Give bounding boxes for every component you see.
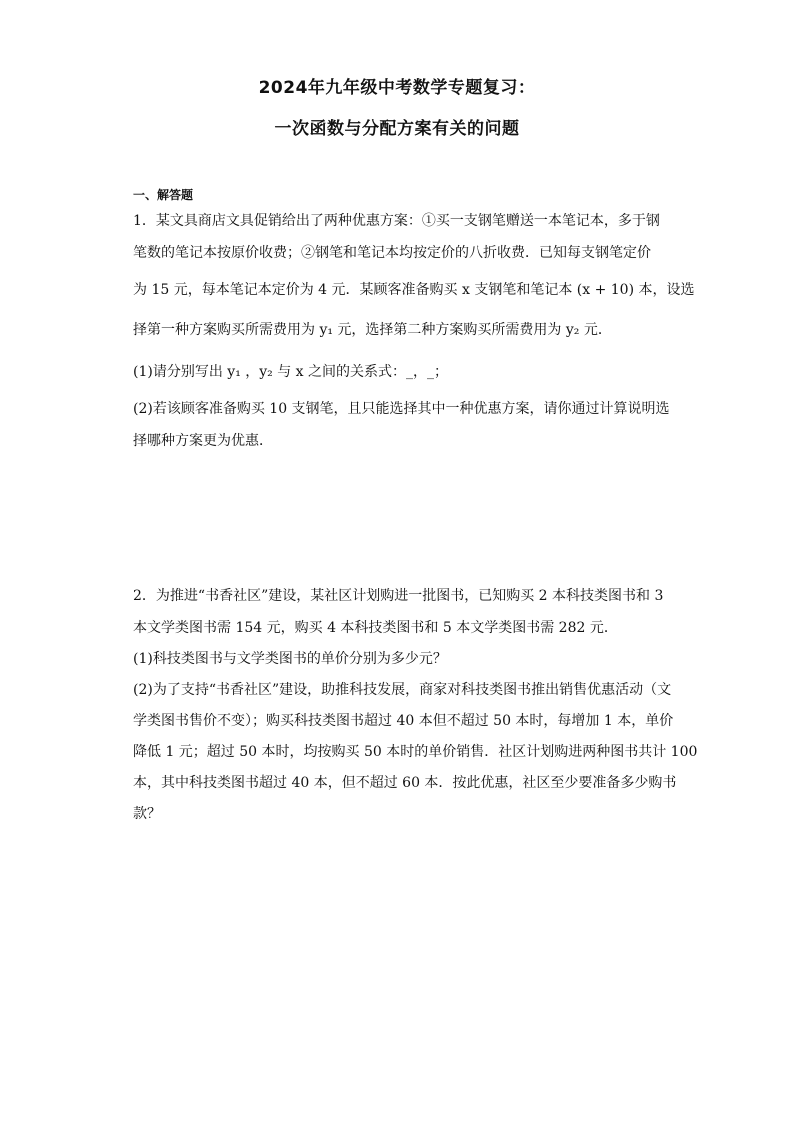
- q2-line: 本文学类图书需 154 元，购买 4 本科技类图书和 5 本文学类图书需 282 元．: [133, 620, 618, 636]
- q2-subquestion-1: (1)科技类图书与文学类图书的单价分别为多少元？: [133, 651, 447, 667]
- title-line-1: 2024年九年级中考数学专题复习：: [258, 78, 536, 98]
- q2-line: 款？: [133, 806, 161, 822]
- q1-line: 笔数的笔记本按原价收费；②钢笔和笔记本均按定价的八折收费．已知每支钢笔定价: [133, 245, 651, 261]
- q1-subquestion-1: (1)请分别写出 y₁ ，y₂ 与 x 之间的关系式：_，_；: [133, 364, 449, 380]
- q1-line: 1．某文具商店文具促销给出了两种优惠方案：①买一支钢笔赠送一本笔记本，多于钢: [133, 213, 660, 229]
- q1-subquestion-2: (2)若该顾客准备购买 10 支钢笔，且只能选择其中一种优惠方案，请你通过计算说明选: [133, 401, 670, 417]
- q1-line: 择第一种方案购买所需费用为 y₁ 元，选择第二种方案购买所需费用为 y₂ 元．: [133, 322, 612, 338]
- title-line-2: 一次函数与分配方案有关的问题: [274, 119, 520, 139]
- q2-line: 本，其中科技类图书超过 40 本，但不超过 60 本．按此优惠，社区至少要准备多少购书: [133, 775, 677, 791]
- q2-line: 学类图书售价不变）；购买科技类图书超过 40 本但不超过 50 本时，每增加 1 本，单价: [133, 713, 674, 729]
- q2-subquestion-2: (2)为了支持“书香社区”建设，助推科技发展，商家对科技类图书推出销售优惠活动（文: [133, 682, 672, 698]
- section-heading: 一、解答题: [133, 188, 194, 202]
- q2-line: 2．为推进“书香社区”建设，某社区计划购进一批图书，已知购买 2 本科技类图书和 3: [133, 588, 664, 604]
- q2-line: 降低 1 元；超过 50 本时，均按购买 50 本时的单价销售．社区计划购进两种图书共计 100: [133, 744, 698, 760]
- q1-line: 为 15 元，每本笔记本定价为 4 元．某顾客准备购买 x 支钢笔和笔记本 (x + 10) 本，设选: [133, 282, 695, 298]
- q1-line: 择哪种方案更为优惠．: [133, 433, 273, 449]
